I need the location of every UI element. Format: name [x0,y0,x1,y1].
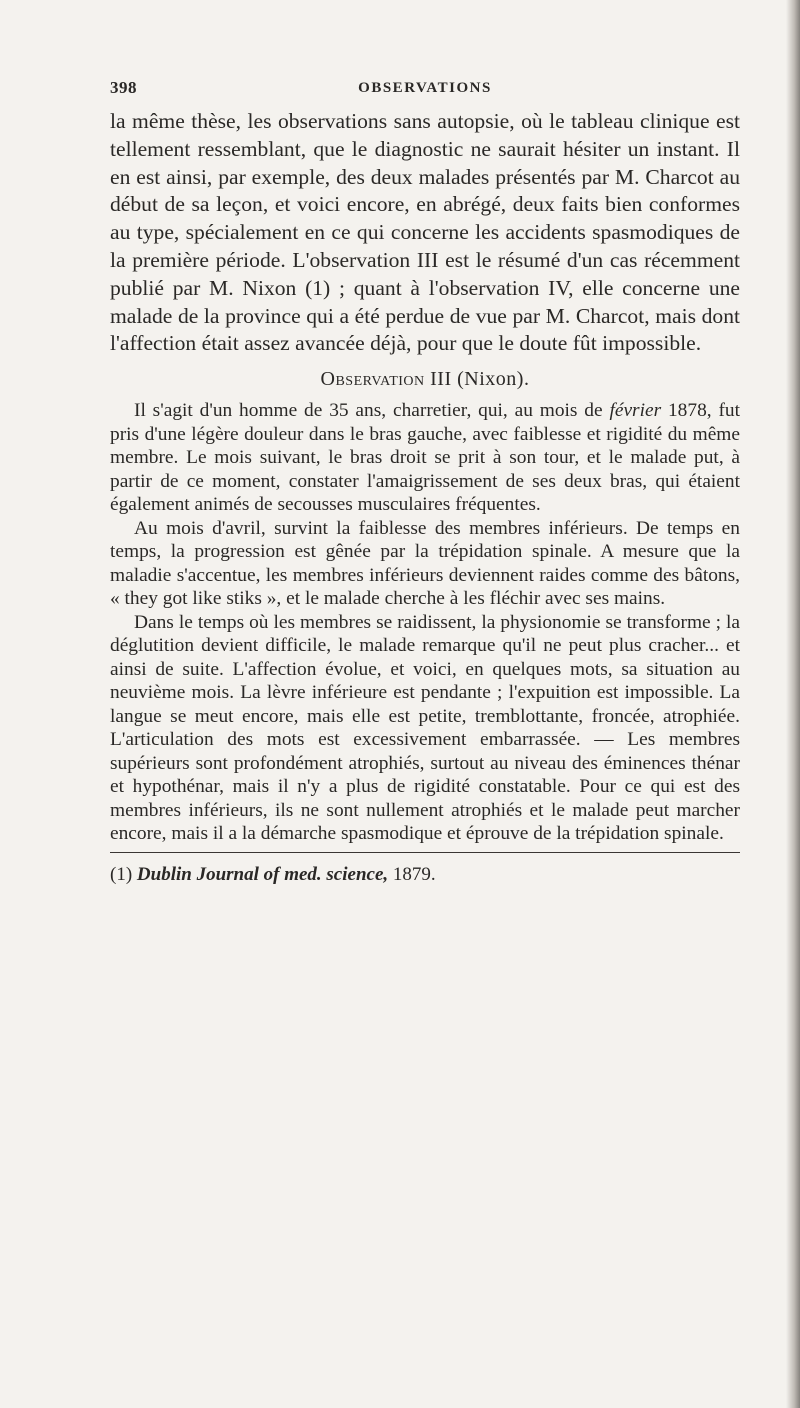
footnote [110,863,740,887]
observation-paragraph-1 [110,399,740,517]
footnote-source: Dublin Journal of med. science, [136,863,389,885]
running-title: OBSERVATIONS [358,80,492,96]
observation-title-author: (Nixon). [451,368,530,391]
page-edge-shadow [786,0,800,1408]
footnote-divider [110,852,740,853]
observation-p1-start: Il s'agit d'un homme de 35 ans, charretier, qui, au mois de [134,400,610,422]
observation-title-label: Observation III [320,368,452,391]
observation-title [110,368,740,391]
footnote-year: 1879. [388,863,436,885]
page-number: 398 [110,78,137,97]
page [110,78,740,887]
observation-paragraph-2: Au mois d'avril, survint la faiblesse des membres inférieurs. De temps en temps, la progression est gênée par la trépidation spinale. A mesure que la maladie s'accentue, les membres inférieurs deviennent raides comme des bâtons, « they got like stiks », et le malade cherche à les fléchir avec ses mains. [110,517,740,610]
footnote-marker: (1) [110,863,137,885]
observation-paragraph-3: Dans le temps où les membres se raidissent, la physionomie se transforme ; la déglutition devient difficile, le malade remarque qu'il ne peut plus cracher... et ainsi de suite. L'affection évolue, et voici, en quelques mots, sa situation au neuvième mois. La lèvre inférieure est pendante ; l'expuition est impossible. La langue se meut encore, mais elle est petite, tremblottante, froncée, atrophiée. L'articulation des mots est excessivement embarrassée. — Les membres supérieurs sont profondément atrophiés, surtout au niveau des éminences thénar et hypothénar, mais il n'y a plus de rigidité constatable. Pour ce qui est des membres inférieurs, ils ne sont nullement atrophiés et le malade peut marcher encore, mais il a la démarche spasmodique et éprouve de la trépidation spinale. [110,611,740,845]
body-paragraph: la même thèse, les observations sans autopsie, où le tableau clinique est tellement ressemblant, que le diagnostic ne saurait hésiter un instant. Il en est ainsi, par exemple, des deux malades présentés par M. Charcot au début de sa leçon, et voici encore, en abrégé, deux faits bien conformes au type, spécialement en ce qui concerne les accidents spasmodiques de la première période. L'observation III est le résumé d'un cas récemment publié par M. Nixon (1) ; quant à l'observation IV, elle concerne une malade de la province qui a été perdue de vue par M. Charcot, mais dont l'affection était assez avancée déjà, pour que le doute fût impossible. [110,109,740,356]
running-head [110,78,740,108]
observation-p1-rest: 1878, fut pris d'une légère douleur dans le bras gauche, avec faiblesse et rigidité du même membre. Le mois suivant, le bras droit se prit à son tour, et le malade put, à partir de ce moment, constater l'amaigrissement de ses deux bras, qui étaient également animés de secousses musculaires fréquentes. [110,400,740,516]
observation-p1-month: février [609,400,662,422]
